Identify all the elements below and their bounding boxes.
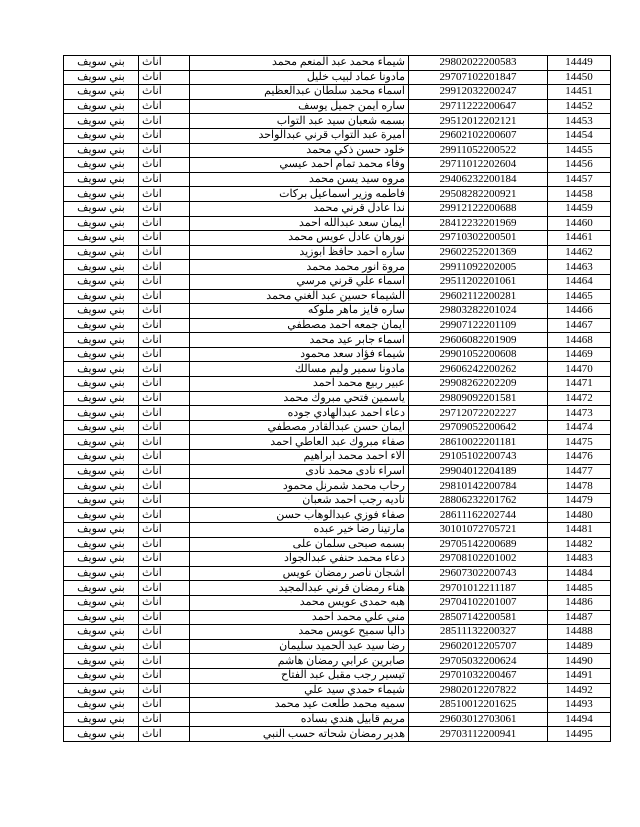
table-row bbox=[64, 201, 611, 216]
table-row bbox=[64, 128, 611, 143]
table-row bbox=[64, 362, 611, 377]
table-row bbox=[64, 523, 611, 538]
governorate-cell: بني سويف bbox=[64, 70, 139, 85]
gender-cell: اناث bbox=[139, 727, 190, 742]
serial-number-cell: 14459 bbox=[548, 201, 611, 216]
table-row bbox=[64, 85, 611, 100]
serial-number-cell: 14474 bbox=[548, 420, 611, 435]
gender-cell: اناث bbox=[139, 595, 190, 610]
governorate-cell: بني سويف bbox=[64, 420, 139, 435]
name-cell: نورهان عادل عويس محمد bbox=[190, 231, 409, 246]
national-id-cell: 28806232201762 bbox=[409, 493, 548, 508]
table-row bbox=[64, 625, 611, 640]
national-id-cell: 28610022201181 bbox=[409, 435, 548, 450]
serial-number-cell: 14489 bbox=[548, 639, 611, 654]
table-row bbox=[64, 493, 611, 508]
governorate-cell: بني سويف bbox=[64, 114, 139, 129]
governorate-cell: بني سويف bbox=[64, 712, 139, 727]
serial-number-cell: 14455 bbox=[548, 143, 611, 158]
name-cell: دعاء محمد حنفي عبدالجواد bbox=[190, 552, 409, 567]
governorate-cell: بني سويف bbox=[64, 274, 139, 289]
governorate-cell: بني سويف bbox=[64, 377, 139, 392]
gender-cell: اناث bbox=[139, 450, 190, 465]
name-cell: الشيماء حسين عبد الغني محمد bbox=[190, 289, 409, 304]
gender-cell: اناث bbox=[139, 362, 190, 377]
gender-cell: اناث bbox=[139, 216, 190, 231]
table-row bbox=[64, 639, 611, 654]
gender-cell: اناث bbox=[139, 172, 190, 187]
table-row bbox=[64, 391, 611, 406]
national-id-cell: 29711012202604 bbox=[409, 158, 548, 173]
gender-cell: اناث bbox=[139, 391, 190, 406]
table-row bbox=[64, 377, 611, 392]
gender-cell: اناث bbox=[139, 406, 190, 421]
governorate-cell: بني سويف bbox=[64, 668, 139, 683]
serial-number-cell: 14487 bbox=[548, 610, 611, 625]
table-row bbox=[64, 99, 611, 114]
national-id-cell: 29708102201002 bbox=[409, 552, 548, 567]
gender-cell: اناث bbox=[139, 143, 190, 158]
governorate-cell: بني سويف bbox=[64, 581, 139, 596]
name-cell: اسراء نادى محمد نادى bbox=[190, 464, 409, 479]
national-id-cell: 29802022200583 bbox=[409, 56, 548, 71]
serial-number-cell: 14473 bbox=[548, 406, 611, 421]
national-id-cell: 29707102201847 bbox=[409, 70, 548, 85]
governorate-cell: بني سويف bbox=[64, 727, 139, 742]
table-row bbox=[64, 216, 611, 231]
gender-cell: اناث bbox=[139, 201, 190, 216]
governorate-cell: بني سويف bbox=[64, 289, 139, 304]
table-row bbox=[64, 333, 611, 348]
national-id-cell: 29105102200743 bbox=[409, 450, 548, 465]
name-cell: مادونا عماد لبيب خليل bbox=[190, 70, 409, 85]
name-cell: شيماء محمد عبد المنعم محمد bbox=[190, 56, 409, 71]
gender-cell: اناث bbox=[139, 435, 190, 450]
serial-number-cell: 14460 bbox=[548, 216, 611, 231]
name-cell: خلود حسن ذكي محمد bbox=[190, 143, 409, 158]
name-cell: تيسير رجب مقبل عبد الفتاح bbox=[190, 668, 409, 683]
serial-number-cell: 14451 bbox=[548, 85, 611, 100]
gender-cell: اناث bbox=[139, 99, 190, 114]
serial-number-cell: 14495 bbox=[548, 727, 611, 742]
governorate-cell: بني سويف bbox=[64, 537, 139, 552]
gender-cell: اناث bbox=[139, 610, 190, 625]
name-cell: اسماء جابر عيد محمد bbox=[190, 333, 409, 348]
national-id-cell: 29904012204189 bbox=[409, 464, 548, 479]
name-cell: ياسمين فتحي مبروك محمد bbox=[190, 391, 409, 406]
serial-number-cell: 14454 bbox=[548, 128, 611, 143]
national-id-cell: 29912032200247 bbox=[409, 85, 548, 100]
name-cell: مريم قابيل هندي بساده bbox=[190, 712, 409, 727]
gender-cell: اناث bbox=[139, 245, 190, 260]
national-id-cell: 29709052200642 bbox=[409, 420, 548, 435]
national-id-cell: 29606242200262 bbox=[409, 362, 548, 377]
table-row bbox=[64, 566, 611, 581]
serial-number-cell: 14488 bbox=[548, 625, 611, 640]
name-cell: هناء رمضان قرني عبدالمجيد bbox=[190, 581, 409, 596]
national-id-cell: 29701012211187 bbox=[409, 581, 548, 596]
national-id-cell: 29512012202121 bbox=[409, 114, 548, 129]
national-id-cell: 29911052200522 bbox=[409, 143, 548, 158]
table-row bbox=[64, 595, 611, 610]
national-id-cell: 28507142200581 bbox=[409, 610, 548, 625]
gender-cell: اناث bbox=[139, 683, 190, 698]
governorate-cell: بني سويف bbox=[64, 552, 139, 567]
serial-number-cell: 14475 bbox=[548, 435, 611, 450]
governorate-cell: بني سويف bbox=[64, 143, 139, 158]
table-row bbox=[64, 698, 611, 713]
name-cell: سميه محمد طلعت عيد محمد bbox=[190, 698, 409, 713]
national-id-cell: 29803282201024 bbox=[409, 304, 548, 319]
national-id-cell: 28611162202744 bbox=[409, 508, 548, 523]
name-cell: اميرة عبد التواب قرني عبدالواحد bbox=[190, 128, 409, 143]
gender-cell: اناث bbox=[139, 537, 190, 552]
gender-cell: اناث bbox=[139, 347, 190, 362]
table-row bbox=[64, 347, 611, 362]
serial-number-cell: 14477 bbox=[548, 464, 611, 479]
national-id-cell: 29701032200467 bbox=[409, 668, 548, 683]
governorate-cell: بني سويف bbox=[64, 479, 139, 494]
serial-number-cell: 14481 bbox=[548, 523, 611, 538]
serial-number-cell: 14461 bbox=[548, 231, 611, 246]
national-id-cell: 29802012207822 bbox=[409, 683, 548, 698]
serial-number-cell: 14465 bbox=[548, 289, 611, 304]
table-row bbox=[64, 508, 611, 523]
name-cell: مروة انور محمد محمد bbox=[190, 260, 409, 275]
national-id-cell: 29607302200743 bbox=[409, 566, 548, 581]
gender-cell: اناث bbox=[139, 231, 190, 246]
table-row bbox=[64, 727, 611, 742]
name-cell: رضا سيد عبد الحميد سليمان bbox=[190, 639, 409, 654]
national-id-cell: 29710302200501 bbox=[409, 231, 548, 246]
serial-number-cell: 14469 bbox=[548, 347, 611, 362]
governorate-cell: بني سويف bbox=[64, 187, 139, 202]
table-row bbox=[64, 318, 611, 333]
governorate-cell: بني سويف bbox=[64, 523, 139, 538]
table-row bbox=[64, 289, 611, 304]
serial-number-cell: 14463 bbox=[548, 260, 611, 275]
name-cell: رحاب محمد شمرنل محمود bbox=[190, 479, 409, 494]
gender-cell: اناث bbox=[139, 639, 190, 654]
national-id-cell: 28412232201969 bbox=[409, 216, 548, 231]
serial-number-cell: 14456 bbox=[548, 158, 611, 173]
name-cell: عبير ربيع محمد احمد bbox=[190, 377, 409, 392]
serial-number-cell: 14467 bbox=[548, 318, 611, 333]
serial-number-cell: 14483 bbox=[548, 552, 611, 567]
governorate-cell: بني سويف bbox=[64, 128, 139, 143]
table-row bbox=[64, 683, 611, 698]
name-cell: ناديه رجب احمد شعبان bbox=[190, 493, 409, 508]
national-id-cell: 29704102201007 bbox=[409, 595, 548, 610]
table-row bbox=[64, 274, 611, 289]
national-id-cell: 29810142200784 bbox=[409, 479, 548, 494]
national-id-cell: 29712072202227 bbox=[409, 406, 548, 421]
national-id-cell: 29508282200921 bbox=[409, 187, 548, 202]
national-id-cell: 29911092202005 bbox=[409, 260, 548, 275]
governorate-cell: بني سويف bbox=[64, 245, 139, 260]
governorate-cell: بني سويف bbox=[64, 698, 139, 713]
national-id-cell: 29602012205707 bbox=[409, 639, 548, 654]
governorate-cell: بني سويف bbox=[64, 56, 139, 71]
gender-cell: اناث bbox=[139, 260, 190, 275]
governorate-cell: بني سويف bbox=[64, 435, 139, 450]
serial-number-cell: 14492 bbox=[548, 683, 611, 698]
serial-number-cell: 14462 bbox=[548, 245, 611, 260]
governorate-cell: بني سويف bbox=[64, 99, 139, 114]
serial-number-cell: 14494 bbox=[548, 712, 611, 727]
national-id-cell: 28511132200327 bbox=[409, 625, 548, 640]
serial-number-cell: 14457 bbox=[548, 172, 611, 187]
serial-number-cell: 14453 bbox=[548, 114, 611, 129]
governorate-cell: بني سويف bbox=[64, 639, 139, 654]
table-row bbox=[64, 654, 611, 669]
table-row bbox=[64, 712, 611, 727]
table-row bbox=[64, 114, 611, 129]
records-table-body bbox=[64, 56, 611, 742]
gender-cell: اناث bbox=[139, 114, 190, 129]
governorate-cell: بني سويف bbox=[64, 216, 139, 231]
national-id-cell: 29606082201909 bbox=[409, 333, 548, 348]
name-cell: بسمه صبحى سلمان على bbox=[190, 537, 409, 552]
serial-number-cell: 14480 bbox=[548, 508, 611, 523]
gender-cell: اناث bbox=[139, 654, 190, 669]
name-cell: وفاء محمد تمام احمد عيسي bbox=[190, 158, 409, 173]
national-id-cell: 29602252201369 bbox=[409, 245, 548, 260]
name-cell: صفاء فوزي عبدالوهاب حسن bbox=[190, 508, 409, 523]
table-row bbox=[64, 187, 611, 202]
governorate-cell: بني سويف bbox=[64, 625, 139, 640]
serial-number-cell: 14458 bbox=[548, 187, 611, 202]
serial-number-cell: 14478 bbox=[548, 479, 611, 494]
gender-cell: اناث bbox=[139, 187, 190, 202]
governorate-cell: بني سويف bbox=[64, 158, 139, 173]
gender-cell: اناث bbox=[139, 566, 190, 581]
national-id-cell: 29705032200624 bbox=[409, 654, 548, 669]
governorate-cell: بني سويف bbox=[64, 333, 139, 348]
serial-number-cell: 14450 bbox=[548, 70, 611, 85]
gender-cell: اناث bbox=[139, 625, 190, 640]
gender-cell: اناث bbox=[139, 712, 190, 727]
gender-cell: اناث bbox=[139, 333, 190, 348]
name-cell: ساره ايمن جميل يوسف bbox=[190, 99, 409, 114]
national-id-cell: 29703112200941 bbox=[409, 727, 548, 742]
national-id-cell: 29907122201109 bbox=[409, 318, 548, 333]
name-cell: هدير رمضان شحاته حسب النبي bbox=[190, 727, 409, 742]
table-row bbox=[64, 260, 611, 275]
national-id-cell: 29406232200184 bbox=[409, 172, 548, 187]
governorate-cell: بني سويف bbox=[64, 304, 139, 319]
gender-cell: اناث bbox=[139, 420, 190, 435]
governorate-cell: بني سويف bbox=[64, 201, 139, 216]
name-cell: مروه سيد يسن محمد bbox=[190, 172, 409, 187]
national-id-cell: 28510012201625 bbox=[409, 698, 548, 713]
gender-cell: اناث bbox=[139, 128, 190, 143]
gender-cell: اناث bbox=[139, 274, 190, 289]
name-cell: ايمان جمعه احمد مصطفي bbox=[190, 318, 409, 333]
serial-number-cell: 14486 bbox=[548, 595, 611, 610]
serial-number-cell: 14464 bbox=[548, 274, 611, 289]
gender-cell: اناث bbox=[139, 56, 190, 71]
name-cell: مادونا سمير وليم مسالك bbox=[190, 362, 409, 377]
governorate-cell: بني سويف bbox=[64, 391, 139, 406]
gender-cell: اناث bbox=[139, 698, 190, 713]
governorate-cell: بني سويف bbox=[64, 654, 139, 669]
governorate-cell: بني سويف bbox=[64, 362, 139, 377]
gender-cell: اناث bbox=[139, 158, 190, 173]
national-id-cell: 29711222200647 bbox=[409, 99, 548, 114]
table-row bbox=[64, 420, 611, 435]
national-id-cell: 29901052200608 bbox=[409, 347, 548, 362]
name-cell: داليا سميح عويس محمد bbox=[190, 625, 409, 640]
governorate-cell: بني سويف bbox=[64, 493, 139, 508]
governorate-cell: بني سويف bbox=[64, 231, 139, 246]
table-row bbox=[64, 231, 611, 246]
serial-number-cell: 14468 bbox=[548, 333, 611, 348]
table-row bbox=[64, 245, 611, 260]
gender-cell: اناث bbox=[139, 493, 190, 508]
table-row bbox=[64, 552, 611, 567]
governorate-cell: بني سويف bbox=[64, 683, 139, 698]
governorate-cell: بني سويف bbox=[64, 464, 139, 479]
name-cell: ساره فايز ماهر ملوكه bbox=[190, 304, 409, 319]
governorate-cell: بني سويف bbox=[64, 595, 139, 610]
name-cell: ساره احمد حافظ ابوزيد bbox=[190, 245, 409, 260]
governorate-cell: بني سويف bbox=[64, 172, 139, 187]
serial-number-cell: 14476 bbox=[548, 450, 611, 465]
name-cell: فاطمه وزير اسماعيل بركات bbox=[190, 187, 409, 202]
gender-cell: اناث bbox=[139, 304, 190, 319]
name-cell: شيماء حمدي سيد علي bbox=[190, 683, 409, 698]
gender-cell: اناث bbox=[139, 668, 190, 683]
governorate-cell: بني سويف bbox=[64, 406, 139, 421]
serial-number-cell: 14490 bbox=[548, 654, 611, 669]
gender-cell: اناث bbox=[139, 318, 190, 333]
national-id-cell: 29705142200689 bbox=[409, 537, 548, 552]
table-row bbox=[64, 172, 611, 187]
national-id-cell: 30101072705721 bbox=[409, 523, 548, 538]
governorate-cell: بني سويف bbox=[64, 450, 139, 465]
serial-number-cell: 14449 bbox=[548, 56, 611, 71]
gender-cell: اناث bbox=[139, 508, 190, 523]
name-cell: ايمان حسن عبدالقادر مصطفي bbox=[190, 420, 409, 435]
governorate-cell: بني سويف bbox=[64, 85, 139, 100]
national-id-cell: 29809092201581 bbox=[409, 391, 548, 406]
national-id-cell: 29912122200688 bbox=[409, 201, 548, 216]
gender-cell: اناث bbox=[139, 581, 190, 596]
serial-number-cell: 14479 bbox=[548, 493, 611, 508]
table-row bbox=[64, 304, 611, 319]
national-id-cell: 29908262202209 bbox=[409, 377, 548, 392]
serial-number-cell: 14491 bbox=[548, 668, 611, 683]
table-row bbox=[64, 158, 611, 173]
document-sheet bbox=[63, 55, 601, 742]
serial-number-cell: 14470 bbox=[548, 362, 611, 377]
table-row bbox=[64, 56, 611, 71]
serial-number-cell: 14485 bbox=[548, 581, 611, 596]
gender-cell: اناث bbox=[139, 464, 190, 479]
gender-cell: اناث bbox=[139, 85, 190, 100]
serial-number-cell: 14452 bbox=[548, 99, 611, 114]
gender-cell: اناث bbox=[139, 479, 190, 494]
governorate-cell: بني سويف bbox=[64, 566, 139, 581]
name-cell: مارتينا رضا خير عبده bbox=[190, 523, 409, 538]
serial-number-cell: 14482 bbox=[548, 537, 611, 552]
records-table bbox=[63, 55, 611, 742]
name-cell: مني علي محمد احمد bbox=[190, 610, 409, 625]
gender-cell: اناث bbox=[139, 377, 190, 392]
governorate-cell: بني سويف bbox=[64, 508, 139, 523]
table-row bbox=[64, 435, 611, 450]
table-row bbox=[64, 70, 611, 85]
table-row bbox=[64, 610, 611, 625]
table-row bbox=[64, 537, 611, 552]
gender-cell: اناث bbox=[139, 289, 190, 304]
governorate-cell: بني سويف bbox=[64, 260, 139, 275]
serial-number-cell: 14493 bbox=[548, 698, 611, 713]
table-row bbox=[64, 450, 611, 465]
table-row bbox=[64, 143, 611, 158]
table-row bbox=[64, 479, 611, 494]
table-row bbox=[64, 581, 611, 596]
name-cell: صفاء مبروك عبد العاطي احمد bbox=[190, 435, 409, 450]
name-cell: بسمه شعبان سيد عبد التواب bbox=[190, 114, 409, 129]
gender-cell: اناث bbox=[139, 523, 190, 538]
name-cell: اسماء محمد سلطان عبدالعظيم bbox=[190, 85, 409, 100]
name-cell: شيماء فؤاد سعد محمود bbox=[190, 347, 409, 362]
name-cell: الاء احمد محمد ابراهيم bbox=[190, 450, 409, 465]
governorate-cell: بني سويف bbox=[64, 318, 139, 333]
national-id-cell: 29602112200281 bbox=[409, 289, 548, 304]
table-row bbox=[64, 668, 611, 683]
name-cell: ندا عادل قرني محمد bbox=[190, 201, 409, 216]
name-cell: هبه حمدى عويس محمد bbox=[190, 595, 409, 610]
national-id-cell: 29511202201061 bbox=[409, 274, 548, 289]
serial-number-cell: 14472 bbox=[548, 391, 611, 406]
table-row bbox=[64, 406, 611, 421]
gender-cell: اناث bbox=[139, 552, 190, 567]
national-id-cell: 29602102200607 bbox=[409, 128, 548, 143]
name-cell: دعاء احمد عبدالهادي جوده bbox=[190, 406, 409, 421]
gender-cell: اناث bbox=[139, 70, 190, 85]
governorate-cell: بني سويف bbox=[64, 610, 139, 625]
name-cell: صابرين عرابي رمضان هاشم bbox=[190, 654, 409, 669]
serial-number-cell: 14466 bbox=[548, 304, 611, 319]
serial-number-cell: 14471 bbox=[548, 377, 611, 392]
name-cell: اشجان ناصر رمضان عويس bbox=[190, 566, 409, 581]
name-cell: ايمان سعد عبدالله احمد bbox=[190, 216, 409, 231]
serial-number-cell: 14484 bbox=[548, 566, 611, 581]
name-cell: اسماء علي قرني مرسي bbox=[190, 274, 409, 289]
table-row bbox=[64, 464, 611, 479]
governorate-cell: بني سويف bbox=[64, 347, 139, 362]
national-id-cell: 29603012703061 bbox=[409, 712, 548, 727]
